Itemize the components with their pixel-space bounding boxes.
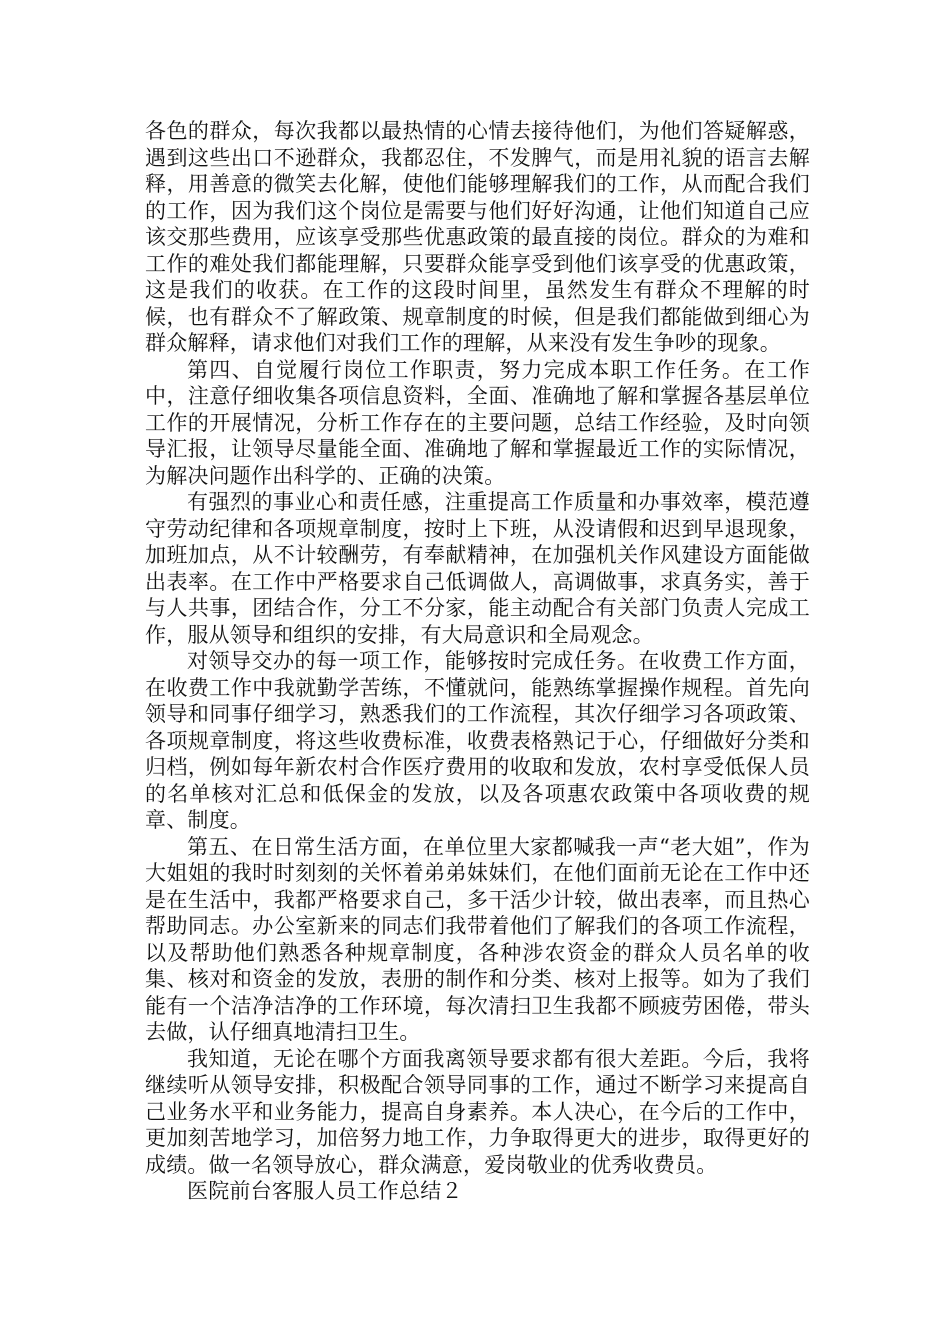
paragraph-responsibility: 有强烈的事业心和责任感，注重提高工作质量和办事效率，模范遵守劳动纪律和各项规章制度，按时上下班，从没请假和迟到早退现象，加班加点，从不计较酬劳，有奉献精神，在加强机关作风建设方面能做出表率。在工作中严格要求自己低调做人，高调做事，求真务实，善于与人共事，团结合作，分工不分家，能主动配合有关部门负责人完成工作，服从领导和组织的安排，有大局意识和全局观念。 (145, 490, 810, 647)
section-title: 医院前台客服人员工作总结２ (187, 1179, 463, 1203)
paragraph-duty: 第四、自觉履行岗位工作职责，努力完成本职工作任务。在工作中，注意仔细收集各项信息资料，全面、准确地了解和掌握各基层单位工作的开展情况，分析工作存在的主要问题，总结工作经验，及时向领导汇报，让领导尽量能全面、准确地了解和掌握最近工作的实际情况，为解决问题作出科学的、正确的决策。 (145, 357, 810, 488)
paragraph-tasks: 对领导交办的每一项工作，能够按时完成任务。在收费工作方面，在收费工作中我就勤学苦练，不懂就问，能熟练掌握操作规程。首先向领导和同事仔细学习，熟悉我们的工作流程，其次仔细学习各项政策、各项规章制度，将这些收费标准，收费表格熟记于心，仔细做好分类和归档，例如每年新农村合作医疗费用的收取和发放，农村享受低保人员的名单核对汇总和低保金的发放，以及各项惠农政策中各项收费的规章、制度。 (145, 649, 810, 832)
document-body (145, 118, 810, 1205)
paragraph-continuation: 各色的群众，每次我都以最热情的心情去接待他们，为他们答疑解惑，遇到这些出口不逊群众，我都忍住，不发脾气，而是用礼貌的语言去解释，用善意的微笑去化解，使他们能够理解我们的工作，从而配合我们的工作，因为我们这个岗位是需要与他们好好沟通，让他们知道自己应该交那些费用，应该享受那些优惠政策的最直接的岗位。群众的为难和工作的难处我们都能理解，只要群众能享受到他们该享受的优惠政策，这是我们的收获。在工作的这段时间里，虽然发生有群众不理解的时候，也有群众不了解政策、规章制度的时候，但是我们都能做到细心为群众解释，请求他们对我们工作的理解，从来没有发生争吵的现象。 (145, 119, 810, 355)
paragraph-daily-life: 第五、在日常生活方面，在单位里大家都喊我一声“老大姐”，作为大姐姐的我时时刻刻的关怀着弟弟妹妹们，在他们面前无论在工作中还是在生活中，我都严格要求自己，多干活少计较，做出表率，而且热心帮助同志。办公室新来的同志们我带着他们了解我们的各项工作流程，以及帮助他们熟悉各种规章制度，各种涉农资金的群众人员名单的收集、核对和资金的发放，表册的制作和分类、核对上报等。如为了我们能有一个洁净洁净的工作环境，每次清扫卫生我都不顾疲劳困倦，带头去做，认仔细真地清扫卫生。 (145, 834, 810, 1044)
paragraph-conclusion: 我知道，无论在哪个方面我离领导要求都有很大差距。今后，我将继续听从领导安排，积极配合领导同事的工作，通过不断学习来提高自己业务水平和业务能力，提高自身素养。本人决心，在今后的工作中，更加刻苦地学习，加倍努力地工作，力争取得更大的进步，取得更好的成绩。做一名领导放心，群众满意，爱岗敬业的优秀收费员。 (145, 1046, 810, 1177)
